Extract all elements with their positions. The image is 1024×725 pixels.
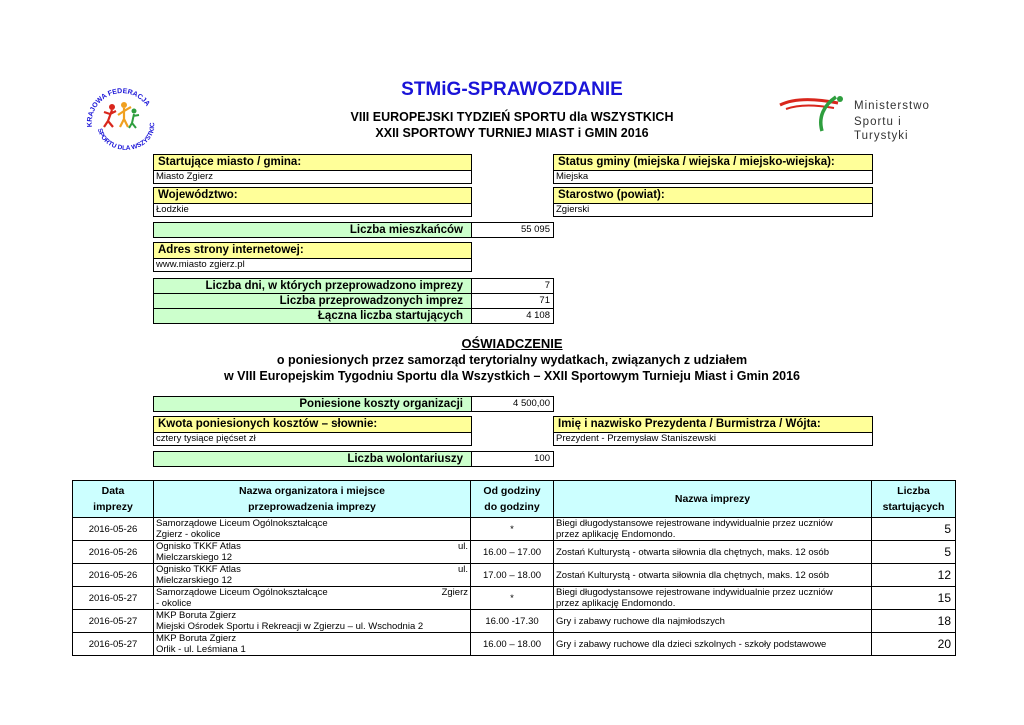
ministry-emblem-icon: [778, 95, 846, 133]
participants-value: 4 108: [471, 308, 554, 324]
cell-count: 12: [872, 564, 956, 587]
cell-time: 16.00 – 17.00: [471, 541, 554, 564]
cell-organizer: [154, 587, 471, 610]
cell-date: 2016-05-26: [73, 564, 154, 587]
ministry-name-line2: Sportu i Turystyki: [854, 116, 909, 142]
table-row: [73, 541, 956, 564]
header-count-line1: Liczba: [897, 485, 930, 497]
cell-event: [554, 518, 872, 541]
organizer-line1: Ognisko TKKF Atlas: [156, 564, 241, 575]
amount-words-label: Kwota poniesionych kosztów – słownie:: [153, 416, 472, 433]
table-row: [73, 633, 956, 656]
organizer-line1-right: ul.: [457, 541, 468, 552]
cell-date: 2016-05-27: [73, 610, 154, 633]
cell-event: [554, 564, 872, 587]
event-line2: przez aplikację Endomondo.: [556, 598, 676, 609]
ministry-name-line1: Ministerstwo: [854, 100, 930, 112]
county-label: Starostwo (powiat):: [553, 187, 873, 204]
organizer-line2: Zgierz - okolice: [156, 529, 221, 540]
report-title: STMiG-SPRAWOZDANIE: [401, 79, 623, 100]
header-time: [471, 481, 554, 518]
event-subtitle: VIII EUROPEJSKI TYDZIEŃ SPORTU dla WSZYSTKICH: [350, 110, 674, 124]
organizer-line2: - okolice: [156, 598, 192, 609]
event-line1: Zostań Kulturystą - otwarta siłownia dla chętnych, maks. 12 osób: [556, 569, 829, 581]
county-value: Zgierski: [553, 203, 873, 217]
city-label: Startujące miasto / gmina:: [153, 154, 472, 171]
cell-time: 16.00 – 18.00: [471, 633, 554, 656]
cell-count: 15: [872, 587, 956, 610]
status-value: Miejska: [553, 170, 873, 184]
organizer-line1: Samorządowe Liceum Ogólnokształcące: [156, 587, 328, 598]
cell-time: 17.00 – 18.00: [471, 564, 554, 587]
cell-count: 20: [872, 633, 956, 656]
header-organizer-line2: przeprowadzenia imprezy: [248, 501, 376, 513]
logo-text-top: KRAJOWA FEDERACJA: [86, 87, 151, 128]
mayor-label: Imię i nazwisko Prezydenta / Burmistrza / Wójta:: [553, 416, 873, 433]
organizer-line1-right: Zgierz: [441, 587, 468, 598]
table-row: [73, 610, 956, 633]
amount-words-value: cztery tysiące pięćset zł: [153, 432, 472, 446]
event-line1: Biegi długodystansowe rejestrowane indywidualnie przez uczniów: [556, 518, 833, 529]
header-count: [872, 481, 956, 518]
cell-count: 5: [872, 518, 956, 541]
header-time-line1: Od godziny: [483, 485, 541, 497]
logo-text-bottom: SPORTU DLA WSZYSTKIC: [95, 122, 157, 151]
header-date: [73, 481, 154, 518]
header-date-line2: imprezy: [93, 501, 133, 513]
organizer-line2: Mielczarskiego 12: [156, 552, 233, 563]
city-value: Miasto Zgierz: [153, 170, 472, 184]
cell-event: [554, 541, 872, 564]
cell-organizer: [154, 633, 471, 656]
events-value: 71: [471, 293, 554, 309]
organizer-line1-right: ul.: [457, 564, 468, 575]
organizer-line2: Orlik - ul. Leśmiana 1: [156, 644, 246, 655]
organizer-line1: Samorządowe Liceum Ogólnokształcące: [156, 518, 328, 529]
cell-event: [554, 633, 872, 656]
cell-date: 2016-05-26: [73, 541, 154, 564]
cell-date: 2016-05-27: [73, 633, 154, 656]
costs-value: 4 500,00: [471, 396, 554, 412]
cell-time: *: [471, 518, 554, 541]
volunteers-value: 100: [471, 451, 554, 467]
cell-organizer: [154, 564, 471, 587]
header-count-line2: startujących: [882, 501, 945, 513]
cell-count: 5: [872, 541, 956, 564]
table-header-row: [73, 481, 956, 518]
cell-date: 2016-05-26: [73, 518, 154, 541]
website-value: www.miasto zgierz.pl: [153, 258, 472, 272]
residents-label: Liczba mieszkańców: [153, 222, 472, 238]
voivodeship-value: Łodzkie: [153, 203, 472, 217]
tournament-subtitle: XXII SPORTOWY TURNIEJ MIAST i GMIN 2016: [375, 126, 649, 140]
declaration-heading: OŚWIADCZENIE: [461, 336, 563, 351]
organizer-line2: Mielczarskiego 12: [156, 575, 233, 586]
mayor-value: Prezydent - Przemysław Staniszewski: [553, 432, 873, 446]
declaration-line1: o poniesionych przez samorząd terytorialny wydatkach, związanych z udziałem: [276, 353, 748, 367]
voivodeship-label: Województwo:: [153, 187, 472, 204]
days-value: 7: [471, 278, 554, 294]
cell-event: [554, 587, 872, 610]
event-line1: Biegi długodystansowe rejestrowane indywidualnie przez uczniów: [556, 587, 833, 598]
table-row: [73, 587, 956, 610]
organizer-line2: Miejski Ośrodek Sportu i Rekreacji w Zgierzu – ul. Wschodnia 2: [156, 621, 424, 632]
declaration-line2: w VIII Europejskim Tygodniu Sportu dla Wszystkich – XXII Sportowym Turnieju Miast i Gmin 2016: [223, 369, 801, 383]
event-line1: Zostań Kulturystą - otwarta siłownia dla chętnych, maks. 12 osób: [556, 546, 829, 558]
cell-date: 2016-05-27: [73, 587, 154, 610]
ministry-logo: [778, 95, 953, 142]
organizer-line1: Ognisko TKKF Atlas: [156, 541, 241, 552]
header-event: Nazwa imprezy: [554, 481, 872, 518]
event-line1: Gry i zabawy ruchowe dla najmłodszych: [556, 615, 725, 627]
cell-event: [554, 610, 872, 633]
event-line1: Gry i zabawy ruchowe dla dzieci szkolnych - szkoły podstawowe: [556, 638, 827, 650]
table-row: [73, 564, 956, 587]
header-time-line2: do godziny: [484, 501, 540, 513]
header-organizer-line1: Nazwa organizatora i miejsce: [239, 485, 385, 497]
days-label: Liczba dni, w których przeprowadzono imprezy: [153, 278, 472, 294]
header-organizer: [154, 481, 471, 518]
costs-label: Poniesione koszty organizacji: [153, 396, 472, 412]
cell-organizer: [154, 518, 471, 541]
event-line2: przez aplikację Endomondo.: [556, 529, 676, 540]
participants-label: Łączna liczba startujących: [153, 308, 472, 324]
website-label: Adres strony internetowej:: [153, 242, 472, 259]
events-table: [72, 480, 956, 656]
header-date-line1: Data: [101, 485, 125, 497]
cell-organizer: [154, 610, 471, 633]
organizer-line1: MKP Boruta Zgierz: [156, 610, 237, 621]
volunteers-label: Liczba wolontariuszy: [153, 451, 472, 467]
cell-time: *: [471, 587, 554, 610]
cell-organizer: [154, 541, 471, 564]
cell-count: 18: [872, 610, 956, 633]
events-label: Liczba przeprowadzonych imprez: [153, 293, 472, 309]
organizer-line1: MKP Boruta Zgierz: [156, 633, 237, 644]
residents-value: 55 095: [471, 222, 554, 238]
status-label: Status gminy (miejska / wiejska / miejsko-wiejska):: [553, 154, 873, 171]
table-row: [73, 518, 956, 541]
cell-time: 16.00 -17.30: [471, 610, 554, 633]
